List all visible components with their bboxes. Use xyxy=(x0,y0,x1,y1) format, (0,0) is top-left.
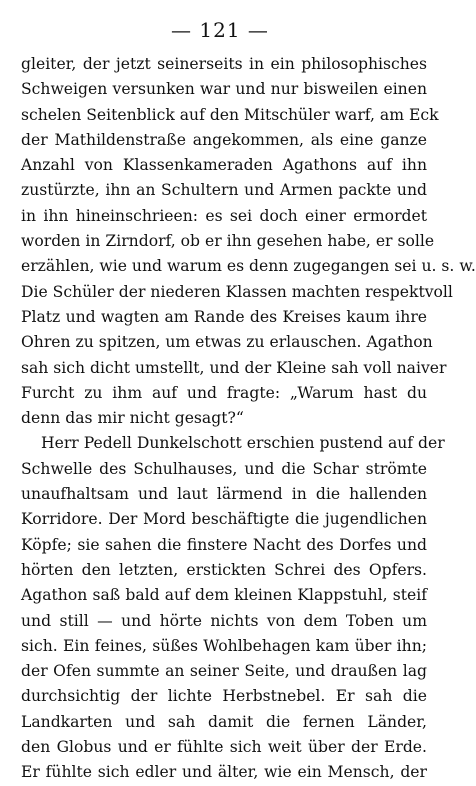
text-line: Er fühlte sich edler und älter, wie ein Mensch, der xyxy=(21,763,427,782)
paragraph-start-line: Herr Pedell Dunkelschott erschien pustend auf der xyxy=(41,434,445,453)
text-line: Furcht zu ihm auf und fragte: „Warum hast du xyxy=(21,383,427,402)
text-line: erzählen, wie und warum es denn zugegangen sei u. s. w. xyxy=(21,257,476,276)
text-line: Anzahl von Klassenkameraden Agathons auf ihn xyxy=(21,156,427,175)
text-line: worden in Zirndorf, ob er ihn gesehen habe, er solle xyxy=(21,232,435,251)
text-line: Platz und wagten am Rande des Kreises kaum ihre xyxy=(21,307,427,326)
text-line: gleiter, der jetzt seinerseits in ein philosophisches xyxy=(21,55,427,73)
text-line: Agathon saß bald auf dem kleinen Klappstuhl, steif xyxy=(21,586,427,605)
text-line: der Mathildenstraße angekommen, als eine ganze xyxy=(21,130,427,149)
text-line: hörten den letzten, erstickten Schrei des Opfers. xyxy=(21,560,427,579)
text-line: Korridore. Der Mord beschäftigte die jugendlichen xyxy=(21,510,427,529)
text-line: durchsichtig der lichte Herbstnebel. Er sah die xyxy=(21,687,427,706)
text-line: zustürzte, ihn an Schultern und Armen packte und xyxy=(21,181,427,200)
text-line: der Ofen summte an seiner Seite, und draußen lag xyxy=(21,662,427,681)
text-line: Die Schüler der niederen Klassen machten respektvoll xyxy=(21,282,453,301)
text-line: Landkarten und sah damit die fernen Länder, xyxy=(21,712,427,731)
text-line: in ihn hineinschrieen: es sei doch einer ermordet xyxy=(21,206,427,225)
text-line: Köpfe; sie sahen die finstere Nacht des Dorfes und xyxy=(21,535,427,554)
page-number: — 121 — xyxy=(171,18,269,42)
text-line: den Globus und er fühlte sich weit über der Erde. xyxy=(21,738,427,757)
text-line: sah sich dicht umstellt, und der Kleine sah voll naiver xyxy=(21,358,447,377)
text-line: schelen Seitenblick auf den Mitschüler warf, am Eck xyxy=(21,105,439,124)
text-line: Schwelle des Schulhauses, und die Schar strömte xyxy=(21,459,427,478)
text-line: unaufhaltsam und laut lärmend in die hallenden xyxy=(21,485,427,504)
body-text xyxy=(21,52,476,786)
text-line: Schweigen versunken war und nur bisweilen einen xyxy=(21,80,427,99)
paragraph-end-line: denn das mir nicht gesagt?“ xyxy=(21,409,244,428)
text-line: Ohren zu spitzen, um etwas zu erlauschen. Agathon xyxy=(21,333,433,352)
text-line: und still — und hörte nichts von dem Toben um xyxy=(21,611,427,630)
text-line: sich. Ein feines, süßes Wohlbehagen kam über ihn; xyxy=(21,636,427,655)
